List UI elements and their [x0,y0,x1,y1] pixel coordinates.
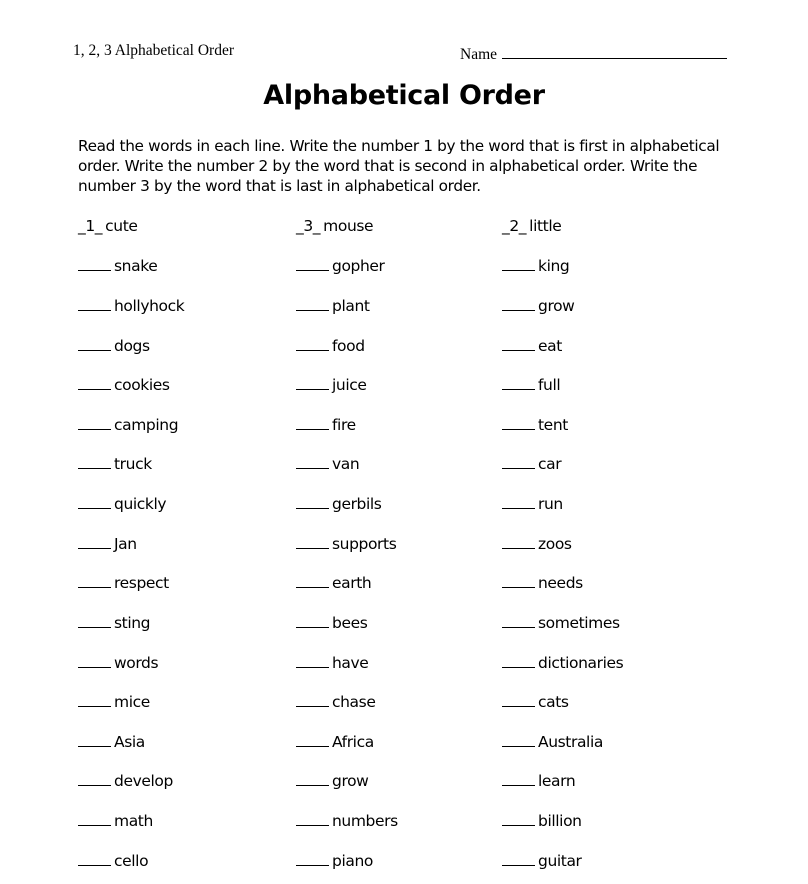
table-row [0,336,808,358]
word-label: mice [114,693,150,711]
answer-blank[interactable] [296,534,329,549]
example-answer: _1_ [78,217,103,235]
answer-blank[interactable] [78,613,111,628]
word-item [296,454,359,473]
word-item [296,256,385,275]
example-word: little [529,217,562,235]
table-row [0,296,808,318]
word-item [502,336,562,355]
word-item [78,454,152,473]
answer-blank[interactable] [78,454,111,469]
word-label: king [538,257,570,275]
answer-blank[interactable] [296,732,329,747]
answer-blank[interactable] [78,415,111,430]
word-item [296,771,368,790]
answer-blank[interactable] [78,256,111,271]
word-label: tent [538,416,568,434]
answer-blank[interactable] [78,811,111,826]
word-item [78,771,173,790]
answer-blank[interactable] [78,534,111,549]
answer-blank[interactable] [78,336,111,351]
word-label: cats [538,693,569,711]
word-item [296,692,375,711]
word-item [296,811,398,830]
word-item [296,296,370,315]
word-label: math [114,812,153,830]
answer-blank[interactable] [502,771,535,786]
word-item [296,573,371,592]
worksheet-label: 1, 2, 3 Alphabetical Order [73,42,234,59]
word-label: bees [332,614,368,632]
word-label: food [332,337,365,355]
word-label: fire [332,416,356,434]
word-item [502,653,623,672]
word-item [502,692,569,711]
answer-blank[interactable] [78,296,111,311]
example-word: cute [105,217,138,235]
word-item [502,732,603,751]
word-label: words [114,654,159,672]
answer-blank[interactable] [502,534,535,549]
answer-blank[interactable] [296,256,329,271]
word-label: respect [114,574,169,592]
table-row [0,653,808,675]
word-item [78,256,157,275]
word-label: dictionaries [538,654,624,672]
answer-blank[interactable] [296,692,329,707]
answer-blank[interactable] [296,415,329,430]
word-item [78,573,169,592]
word-label: gopher [332,257,385,275]
name-input-line[interactable] [502,42,727,59]
answer-blank[interactable] [78,732,111,747]
answer-blank[interactable] [296,771,329,786]
answer-blank[interactable] [502,692,535,707]
table-row [0,613,808,635]
answer-blank[interactable] [502,454,535,469]
word-label: guitar [538,852,582,870]
word-label: eat [538,337,562,355]
word-label: learn [538,772,576,790]
example-item [78,217,138,235]
word-label: Africa [332,733,374,751]
word-label: piano [332,852,373,870]
answer-blank[interactable] [296,494,329,509]
word-label: Australia [538,733,603,751]
example-word: mouse [323,217,374,235]
word-label: grow [538,297,575,315]
word-label: zoos [538,535,572,553]
answer-blank[interactable] [502,256,535,271]
word-label: truck [114,455,152,473]
answer-blank[interactable] [78,653,111,668]
example-item [296,217,373,235]
example-row [0,217,808,239]
example-answer: _2_ [502,217,527,235]
table-row [0,494,808,516]
word-item [502,534,572,553]
answer-blank[interactable] [296,613,329,628]
word-item [502,573,583,592]
word-label: quickly [114,495,167,513]
word-item [296,375,367,394]
word-label: sting [114,614,151,632]
answer-blank[interactable] [296,573,329,588]
word-label: sometimes [538,614,620,632]
answer-blank[interactable] [296,336,329,351]
word-item [502,494,563,513]
answer-blank[interactable] [78,375,111,390]
word-item [502,454,561,473]
word-item [296,653,368,672]
word-item [78,811,153,830]
answer-blank[interactable] [78,771,111,786]
table-row [0,573,808,595]
word-label: cello [114,852,149,870]
word-label: grow [332,772,369,790]
word-item [502,256,569,275]
table-row [0,771,808,793]
answer-blank[interactable] [296,454,329,469]
name-field[interactable] [460,42,727,64]
word-label: gerbils [332,495,382,513]
name-label: Name [460,46,498,63]
answer-blank[interactable] [502,851,535,866]
answer-blank[interactable] [502,653,535,668]
answer-blank[interactable] [296,811,329,826]
answer-blank[interactable] [78,692,111,707]
word-item [502,415,568,434]
word-item [78,851,148,870]
answer-blank[interactable] [296,851,329,866]
word-label: camping [114,416,179,434]
word-item [296,534,396,553]
word-label: earth [332,574,372,592]
answer-blank[interactable] [78,494,111,509]
table-row [0,415,808,437]
word-item [296,732,374,751]
word-label: chase [332,693,376,711]
word-label: run [538,495,563,513]
word-item [502,771,575,790]
answer-blank[interactable] [502,811,535,826]
word-item [296,851,373,870]
word-item [502,613,620,632]
table-row [0,732,808,754]
answer-blank[interactable] [296,296,329,311]
word-label: van [332,455,360,473]
word-label: juice [332,376,367,394]
word-item [78,494,166,513]
word-label: full [538,376,561,394]
answer-blank[interactable] [296,375,329,390]
answer-blank[interactable] [502,573,535,588]
instructions: Read the words in each line. Write the number 1 by the word that is first in alphabetical order. Write the number 2 by the word that is second in alphabetical order. Write the number 3 by the word that is last in alphabetical order. [78,137,720,195]
word-label: plant [332,297,370,315]
word-item [78,732,145,751]
answer-blank[interactable] [78,573,111,588]
word-label: billion [538,812,582,830]
word-label: supports [332,535,397,553]
word-item [502,296,574,315]
example-item [502,217,561,235]
page-title: Alphabetical Order [263,80,545,111]
word-label: numbers [332,812,398,830]
word-label: snake [114,257,158,275]
word-label: hollyhock [114,297,185,315]
answer-blank[interactable] [502,494,535,509]
word-label: cookies [114,376,170,394]
word-item [502,851,582,870]
table-row [0,851,808,873]
table-row [0,534,808,556]
word-item [78,336,150,355]
table-row [0,454,808,476]
word-item [296,494,381,513]
answer-blank[interactable] [502,375,535,390]
word-label: have [332,654,369,672]
word-item [78,415,178,434]
word-label: Jan [114,535,137,553]
table-row [0,256,808,278]
answer-blank[interactable] [502,613,535,628]
answer-blank[interactable] [502,732,535,747]
word-item [296,613,367,632]
answer-blank[interactable] [78,851,111,866]
word-item [296,415,356,434]
word-label: needs [538,574,583,592]
answer-blank[interactable] [296,653,329,668]
answer-blank[interactable] [502,336,535,351]
table-row [0,375,808,397]
example-answer: _3_ [296,217,321,235]
table-row [0,811,808,833]
word-item [78,296,184,315]
word-label: car [538,455,562,473]
word-item [78,653,158,672]
answer-blank[interactable] [502,296,535,311]
word-item [502,811,582,830]
word-item [296,336,365,355]
word-item [78,613,150,632]
word-item [502,375,560,394]
word-label: Asia [114,733,145,751]
answer-blank[interactable] [502,415,535,430]
word-item [78,375,170,394]
word-item [78,534,137,553]
word-label: dogs [114,337,150,355]
table-row [0,692,808,714]
word-item [78,692,150,711]
word-label: develop [114,772,173,790]
